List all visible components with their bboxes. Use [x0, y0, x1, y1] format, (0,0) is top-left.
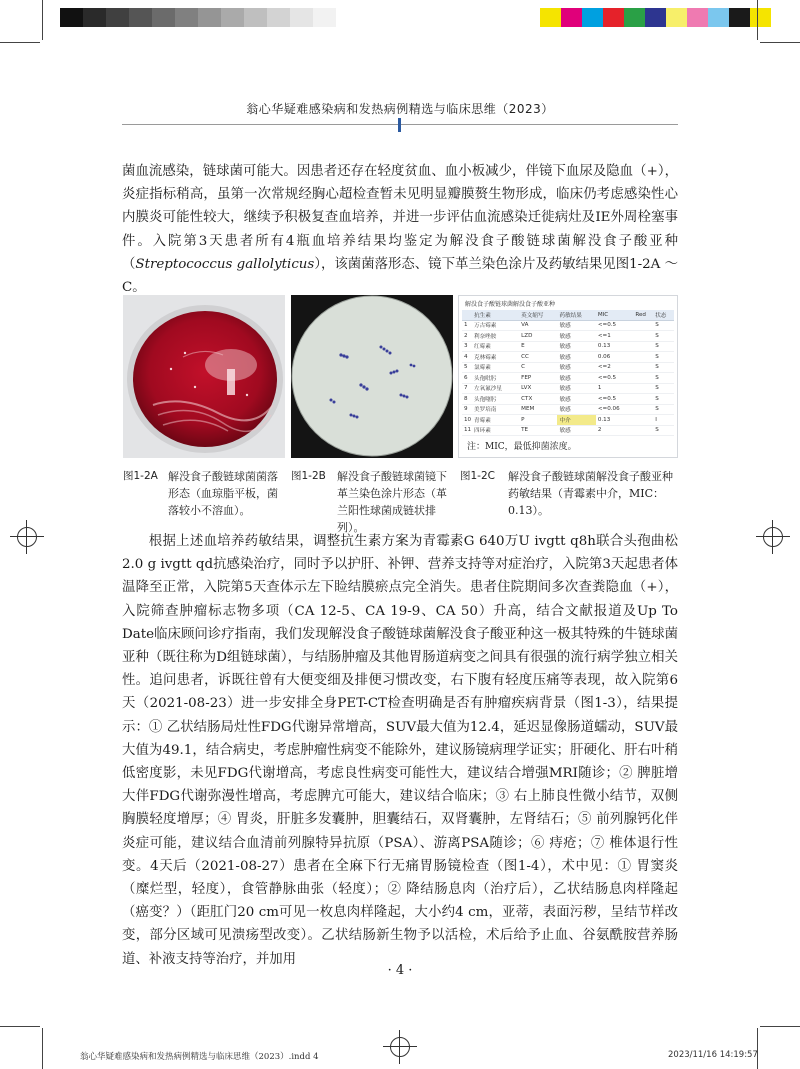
- table-header-row: [462, 310, 674, 320]
- table-cell: 氯霉素: [472, 362, 519, 373]
- table-cell: 7: [462, 383, 472, 394]
- table-cell: [633, 362, 653, 373]
- species-name: Streptococcus gallolyticus: [135, 256, 315, 272]
- table-cell: 11: [462, 425, 472, 436]
- crop-mark: [760, 1026, 800, 1027]
- table-row: [462, 394, 674, 405]
- table-cell: 9: [462, 404, 472, 415]
- table-cell: 0.13: [596, 341, 633, 352]
- table-row: [462, 425, 674, 436]
- table-cell: S: [653, 404, 674, 415]
- figure-susceptibility-table: [458, 295, 678, 458]
- table-row: [462, 320, 674, 331]
- table-cell: 四环素: [472, 425, 519, 436]
- table-cell: 左氧氟沙星: [472, 383, 519, 394]
- registration-mark-bottom: [383, 1030, 417, 1064]
- paragraph-text: ），该菌菌落形态、镜下革兰染色涂片及药敏结果见图1-2A ～ C。: [122, 256, 678, 296]
- table-cell: [633, 404, 653, 415]
- registration-mark-right: [756, 520, 790, 554]
- body-paragraph-2: 根据上述血培养药敏结果，调整抗生素方案为青霉素G 640万U ivgtt q8h联合头孢曲松2.0 g ivgtt qd抗感染治疗，同时予以护肝、补钾、营养支持等对症治疗，入院第3天起患者体温降至正常，入院第5天查体示左下睑结膜瘀点完全消失。患者住院期间多次查粪隐血（+），入院筛查肿瘤标志物多项（CA 12-5、CA 19-9、CA 50）升高，结合文献报道及Up To Date临床顾问诊疗指南，我们发现解没食子酸链球菌解没食子酸亚种这一极其特殊的牛链球菌亚种（既往称为D组链球菌），与结肠肿瘤及其他胃肠道病变之间具有很强的流行病学独立相关性。追问患者，诉既往曾有大便变细及排便习惯改变，右下腹有轻度压痛等表现，故入院第6天（2021-08-23）进一步安排全身PET-CT检查明确是否有肿瘤疾病背景（图1-3），结果提示：① 乙状结肠局灶性FDG代谢异常增高，SUV最大值为12.4，延迟显像肠道蠕动，SUV最大值为49.1，结合病史，考虑肿瘤性病变不能除外，建议肠镜病理学证实；肝硬化、肝右叶稍低密度影，未见FDG代谢增高，考虑良性病变可能性大，建议结合增强MRI随诊；② 脾脏增大伴FDG代谢弥漫性增高，考虑脾亢可能大，建议结合临床；③ 右上肺良性微小结节，双侧胸膜轻度增厚；④ 胃炎，肝脏多发囊肿，胆囊结石，双肾囊肿，左肾结石；⑤ 前列腺钙化伴炎症可能，建议结合血清前列腺特异抗原（PSA）、游离PSA随诊；⑥ 痔疮；⑦ 椎体退行性变。4天后（2021-08-27）患者在全麻下行无痛胃肠镜检查（图1-4），术中见：① 胃窦炎（糜烂型，轻度），食管静脉曲张（轻度）；② 降结肠息肉（治疗后），乙状结肠息肉样隆起（癌变？）（距肛门20 cm可见一枚息肉样隆起，大小约4 cm，亚蒂，表面污秽，呈结节样改变，部分区域可见溃疡型改变）。乙状结肠新生物予以活检，术后给予止血、谷氨酰胺营养肠道、补液支持等治疗，并加用: [122, 534, 678, 967]
- table-cell: 敏感: [557, 331, 595, 342]
- caption-label: 图1-2A: [123, 470, 158, 482]
- table-cell: 6: [462, 373, 472, 384]
- table-cell: VA: [519, 320, 557, 331]
- table-cell: S: [653, 331, 674, 342]
- table-cell: [633, 425, 653, 436]
- table-cell: [633, 341, 653, 352]
- table-cell: CC: [519, 352, 557, 363]
- table-cell: [633, 383, 653, 394]
- crop-mark: [760, 42, 800, 43]
- table-cell: 1: [596, 383, 633, 394]
- table-row: [462, 362, 674, 373]
- grayscale-calibration-bar: [60, 8, 336, 27]
- running-head: 翁心华疑难感染病和发热病例精选与临床思维（2023）: [246, 102, 554, 116]
- timestamp-slug: 2023/11/16 14:19:57: [668, 1050, 758, 1060]
- crop-mark: [0, 1026, 40, 1027]
- table-cell: [633, 415, 653, 426]
- table-cell: 10: [462, 415, 472, 426]
- table-cell: S: [653, 383, 674, 394]
- table-cell: P: [519, 415, 557, 426]
- table-cell: 3: [462, 341, 472, 352]
- table-cell: <=0.5: [596, 320, 633, 331]
- caption-text: 解没食子酸链球菌菌落形态（血琼脂平板，菌落较小不溶血）。: [168, 470, 278, 517]
- registration-mark-left: [10, 520, 44, 554]
- table-cell: S: [653, 373, 674, 384]
- table-cell: 中介: [557, 415, 595, 426]
- gram-stain-image: [291, 295, 453, 458]
- table-cell: [633, 320, 653, 331]
- table-cell: 敏感: [557, 425, 595, 436]
- table-cell: 敏感: [557, 383, 595, 394]
- table-cell: [633, 373, 653, 384]
- table-row: [462, 404, 674, 415]
- table-cell: [633, 352, 653, 363]
- table-cell: 2: [596, 425, 633, 436]
- table-cell: S: [653, 320, 674, 331]
- table-cell: 敏感: [557, 362, 595, 373]
- table-cell: 敏感: [557, 341, 595, 352]
- header-marker: [398, 118, 401, 132]
- column-header: 药敏结果: [557, 310, 595, 320]
- column-header: 英文缩写: [519, 310, 557, 320]
- table-cell: 敏感: [557, 352, 595, 363]
- table-cell: <=1: [596, 331, 633, 342]
- crop-mark: [42, 1028, 43, 1069]
- column-header: 状态: [653, 310, 674, 320]
- table-cell: I: [653, 415, 674, 426]
- color-calibration-bar: [540, 8, 771, 27]
- table-cell: 万古霉素: [472, 320, 519, 331]
- column-header: 抗生素: [472, 310, 519, 320]
- table-cell: E: [519, 341, 557, 352]
- table-cell: 敏感: [557, 320, 595, 331]
- table-cell: 头孢吡肟: [472, 373, 519, 384]
- file-slug: 翁心华疑难感染病和发热病例精选与临床思维（2023）.indd 4: [80, 1052, 319, 1062]
- crop-mark: [757, 0, 758, 40]
- figure-gram-stain: [291, 295, 453, 458]
- table-title: 解没食子酸链球菌解没食子酸亚种: [465, 301, 556, 308]
- table-cell: S: [653, 394, 674, 405]
- table-cell: 敏感: [557, 394, 595, 405]
- table-cell: 2: [462, 331, 472, 342]
- table-cell: S: [653, 352, 674, 363]
- crop-mark: [757, 1028, 758, 1069]
- table-cell: MEM: [519, 404, 557, 415]
- table-cell: <=2: [596, 362, 633, 373]
- table-cell: 1: [462, 320, 472, 331]
- table-footnote: 注：MIC，最低抑菌浓度。: [467, 442, 577, 452]
- table-cell: S: [653, 425, 674, 436]
- table-row: [462, 331, 674, 342]
- table-cell: CTX: [519, 394, 557, 405]
- figure-blood-agar-plate: [123, 295, 285, 458]
- table-cell: 利奈唑胺: [472, 331, 519, 342]
- table-row: [462, 383, 674, 394]
- table-cell: <=0.5: [596, 394, 633, 405]
- table-cell: LZD: [519, 331, 557, 342]
- table-row: [462, 373, 674, 384]
- table-cell: 头孢噻肟: [472, 394, 519, 405]
- caption-text: 解没食子酸链球菌镜下革兰染色涂片形态（革兰阳性球菌成链状排列）。: [337, 470, 447, 534]
- table-row: [462, 352, 674, 363]
- page-number: · 4 ·: [387, 963, 413, 978]
- table-cell: 4: [462, 352, 472, 363]
- table-cell: [633, 394, 653, 405]
- table-cell: 5: [462, 362, 472, 373]
- table-cell: 0.13: [596, 415, 633, 426]
- susceptibility-table: [462, 310, 674, 436]
- crop-mark: [42, 0, 43, 40]
- caption-text: 解没食子酸链球菌解没食子酸亚种药敏结果（青霉素中介，MIC：0.13）。: [508, 470, 673, 517]
- table-cell: 敏感: [557, 404, 595, 415]
- table-row: [462, 341, 674, 352]
- paragraph-text: 菌血流感染，链球菌可能大。因患者还存在轻度贫血、血小板减少，伴镜下血尿及隐血（+），炎症指标稍高，虽第一次常规经胸心超检查暂未见明显瓣膜赘生物形成，临床仍考虑感染性心内膜炎可能性较大，继续予积极复查血培养，并进一步评估血流感染迁徙病灶及IE外周栓塞事件。入院第3天患者所有4瓶血培养结果均鉴定为解没食子酸链球菌解没食子酸亚种: [122, 164, 678, 249]
- caption-label: 图1-2C: [460, 470, 495, 482]
- table-cell: 克林霉素: [472, 352, 519, 363]
- table-cell: S: [653, 362, 674, 373]
- agar-plate-image: [123, 295, 285, 458]
- table-cell: 美罗培南: [472, 404, 519, 415]
- table-cell: 红霉素: [472, 341, 519, 352]
- crop-mark: [0, 42, 40, 43]
- table-row: [462, 415, 674, 426]
- table-cell: 8: [462, 394, 472, 405]
- table-cell: 0.06: [596, 352, 633, 363]
- table-cell: <=0.06: [596, 404, 633, 415]
- table-cell: <=0.5: [596, 373, 633, 384]
- body-paragraph-1: 菌血流感染，链球菌可能大。因患者还存在轻度贫血、血小板减少，伴镜下血尿及隐血（+），炎症指标稍高，虽第一次常规经胸心超检查暂未见明显瓣膜赘生物形成，临床仍考虑感染性心内膜炎可能性较大，继续予积极复查血培养，并进一步评估血流感染迁徙病灶及IE外周栓塞事件。入院第3天患者所有4瓶血培养结果均鉴定为解没食子酸链球菌解没食子酸亚种（Streptococcus gallolyticus），该菌菌落形态、镜下革兰染色涂片及药敏结果见图1-2A ～ C。: [122, 164, 678, 296]
- table-cell: [633, 331, 653, 342]
- table-cell: LVX: [519, 383, 557, 394]
- table-cell: S: [653, 341, 674, 352]
- column-header: MIC: [596, 310, 633, 320]
- table-cell: TE: [519, 425, 557, 436]
- table-cell: 敏感: [557, 373, 595, 384]
- table-cell: C: [519, 362, 557, 373]
- column-header: Red: [633, 310, 653, 320]
- table-cell: FEP: [519, 373, 557, 384]
- caption-label: 图1-2B: [291, 470, 326, 482]
- table-cell: 青霉素: [472, 415, 519, 426]
